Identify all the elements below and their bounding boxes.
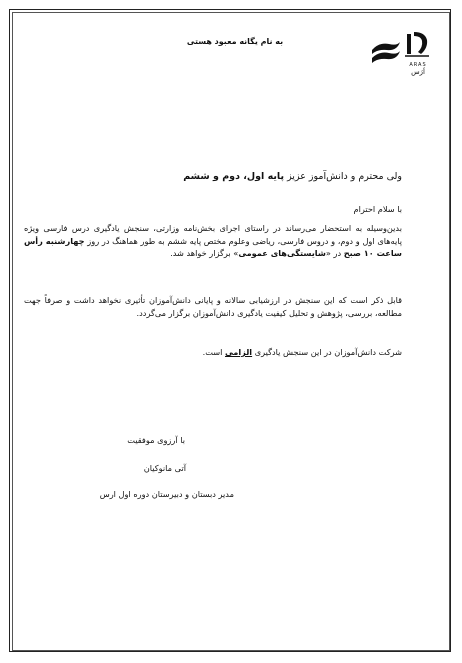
paragraph-mandatory [203,346,402,359]
signer-title: مدیر دبستان و دبیرستان دوره اول ارس [99,489,234,499]
school-logo [401,30,435,76]
school-emblem-icon [401,30,435,58]
title-prefix: ولی محترم و دانش‌آموز عزیز [287,171,402,182]
signer-name: آتی مانوکیان [143,463,186,473]
p3-mandatory-word: الزامی [224,347,253,357]
p1-event-name: شایستگی‌های عمومی [238,248,326,259]
title-grades: پایه اول، دوم و ششم [183,171,285,182]
closing-line: با آرزوی موفقیت [127,435,185,445]
greeting: با سلام احترام [353,204,402,214]
letter-recipient-title [183,170,402,185]
p3-text-b: است. [202,347,223,357]
p1-text-c: » برگزار خواهد شد. [170,248,239,259]
logo-latin-text: ARAS [409,62,427,68]
p1-text-a: بدین‌وسیله به استحضار می‌رساند در راستای اجرای بخش‌نامه وزارتی، سنجش یادگیری درس فارسی ویژه پایه‌های اول و دوم، و دروس فارسی، ریاضی وعلوم مختص پایه ششم به طور هماهنگ در روز [24,223,402,246]
p1-date-time: چهارشنبه رأس ساعت ۱۰ صبح [24,235,402,259]
paragraph-announcement [24,222,402,260]
logo-farsi-text: اَرَس [411,68,425,76]
paragraph-note: قابل ذکر است که این سنجش در ارزشیابی سالانه و پایانی دانش‌آموزان تأثیری نخواهد داشت و صرفاً جهت مطالعه، بررسی، پژوهش و تحلیل کیفیت یادگیری دانش‌آموزان برگزار می‌گردد. [24,295,402,318]
p3-text-a: شرکت دانش‌آموزان در این سنجش یادگیری [254,347,402,357]
p1-text-b: در « [325,248,342,259]
page-header-title: به نام یگانه معبود هستی [186,37,284,46]
page-border-inner [12,12,450,651]
wave-logo-icon [369,38,403,66]
